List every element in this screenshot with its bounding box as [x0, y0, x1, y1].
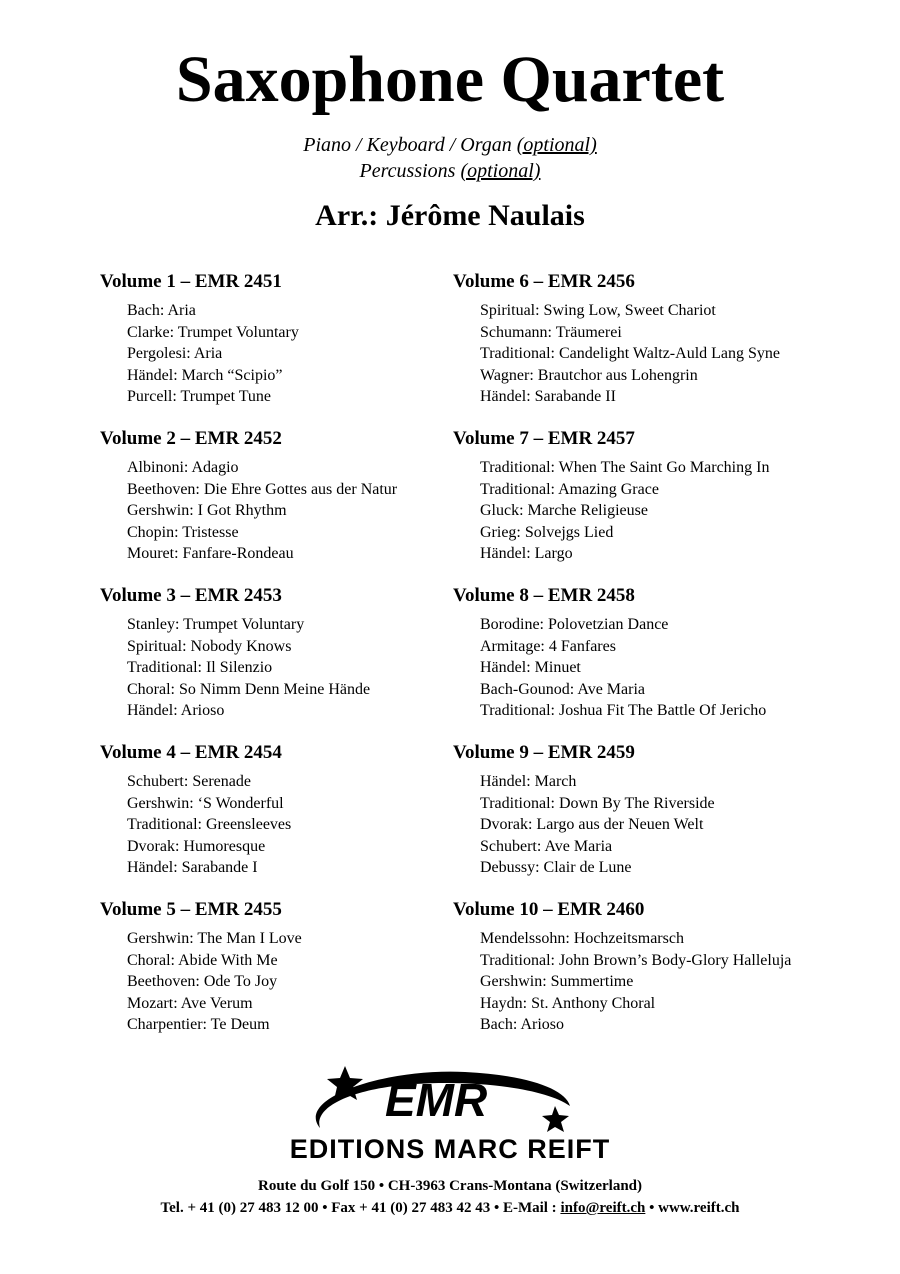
track-item: Choral: Abide With Me: [127, 951, 278, 969]
track-item: Händel: Sarabande II: [480, 388, 616, 405]
volume-heading: Volume 7 – EMR 2457: [453, 428, 635, 449]
volume-heading: Volume 10 – EMR 2460: [453, 899, 645, 920]
track-item: Händel: March: [480, 773, 577, 790]
volume-block: [453, 739, 873, 896]
track-item: Traditional: Greensleeves: [127, 816, 292, 833]
track-item: Purcell: Trumpet Tune: [127, 388, 272, 405]
track-item: Bach-Gounod: Ave Maria: [480, 680, 645, 698]
optional-note: (optional): [460, 160, 541, 182]
track-list: [453, 457, 873, 565]
publisher-address: Route du Golf 150 • CH-3963 Crans-Montana (Switzerland): [258, 1178, 642, 1194]
track-item: Dvorak: Humoresque: [127, 837, 266, 855]
track-item: Stanley: Trumpet Voluntary: [127, 616, 305, 633]
track-item: Mendelssohn: Hochzeitsmarsch: [480, 930, 684, 947]
publisher-name: EDITIONS MARC REIFT: [289, 1134, 611, 1164]
track-item: Charpentier: Te Deum: [127, 1016, 270, 1033]
publisher-contact: [0, 1198, 900, 1218]
track-item: Bach: Arioso: [480, 1016, 564, 1033]
volume-heading: Volume 4 – EMR 2454: [100, 742, 282, 763]
volume-heading: Volume 6 – EMR 2456: [453, 271, 635, 292]
track-item: Schubert: Serenade: [127, 773, 251, 790]
track-item: Händel: Arioso: [127, 702, 225, 719]
track-item: Traditional: Il Silenzio: [127, 659, 273, 676]
track-item: Clarke: Trumpet Voluntary: [127, 323, 299, 341]
track-item: Gershwin: ‘S Wonderful: [127, 794, 284, 812]
track-item: Borodine: Polovetzian Dance: [480, 616, 669, 633]
track-item: Mozart: Ave Verum: [127, 994, 253, 1012]
track-item: Beethoven: Ode To Joy: [127, 973, 278, 990]
volume-heading: Volume 1 – EMR 2451: [100, 271, 282, 292]
instrumentation-line-2: [0, 158, 900, 184]
track-list: [453, 614, 873, 722]
volume-block: [453, 268, 873, 425]
instrumentation-main: Percussions: [359, 160, 461, 182]
website-link[interactable]: • www.reift.ch: [645, 1200, 740, 1216]
track-item: Traditional: Down By The Riverside: [480, 794, 715, 812]
logo-emr-text: EMR: [385, 1074, 488, 1126]
track-item: Gershwin: Summertime: [480, 973, 634, 990]
track-item: Debussy: Clair de Lune: [480, 859, 632, 876]
track-item: Händel: Sarabande I: [127, 859, 258, 876]
instrumentation-main: Piano / Keyboard / Organ: [303, 134, 517, 156]
track-item: Traditional: Amazing Grace: [480, 480, 659, 498]
track-item: Schubert: Ave Maria: [480, 837, 613, 855]
track-item: Gershwin: The Man I Love: [127, 930, 302, 947]
track-item: Choral: So Nimm Denn Meine Hände: [127, 680, 371, 698]
volume-column-right: [453, 268, 873, 1053]
track-item: Albinoni: Adagio: [127, 459, 239, 476]
track-item: Haydn: St. Anthony Choral: [480, 994, 656, 1012]
track-item: Händel: Largo: [480, 545, 573, 562]
track-item: Händel: March “Scipio”: [127, 366, 283, 384]
track-list: [453, 928, 873, 1036]
track-item: Spiritual: Swing Low, Sweet Chariot: [480, 302, 716, 319]
volume-heading: Volume 9 – EMR 2459: [453, 742, 635, 763]
instrumentation-line-1: [0, 132, 900, 158]
volume-heading: Volume 8 – EMR 2458: [453, 585, 635, 606]
track-item: Armitage: 4 Fanfares: [480, 637, 616, 655]
track-item: Gershwin: I Got Rhythm: [127, 502, 287, 519]
track-item: Gluck: Marche Religieuse: [480, 502, 648, 519]
emr-publisher-logo: [225, 1058, 675, 1168]
optional-note: (optional): [516, 134, 597, 156]
track-item: Traditional: John Brown’s Body-Glory Halleluja: [480, 951, 792, 969]
track-item: Mouret: Fanfare-Rondeau: [127, 545, 294, 562]
track-item: Traditional: Joshua Fit The Battle Of Jericho: [480, 702, 767, 719]
track-item: Dvorak: Largo aus der Neuen Welt: [480, 816, 704, 833]
track-item: Schumann: Träumerei: [480, 323, 622, 341]
track-item: Chopin: Tristesse: [127, 523, 239, 541]
track-item: Grieg: Solvejgs Lied: [480, 523, 614, 541]
track-list: [453, 300, 873, 408]
volume-heading: Volume 2 – EMR 2452: [100, 428, 282, 449]
arranger: Arr.: Jérôme Naulais: [315, 199, 585, 232]
volume-heading: Volume 3 – EMR 2453: [100, 585, 282, 606]
volume-heading: Volume 5 – EMR 2455: [100, 899, 282, 920]
track-item: Spiritual: Nobody Knows: [127, 637, 292, 655]
track-item: Bach: Aria: [127, 302, 196, 319]
phone-fax: Tel. + 41 (0) 27 483 12 00 • Fax + 41 (0) 27 483 42 43 • E-Mail :: [160, 1200, 561, 1216]
volume-block: [453, 425, 873, 582]
track-item: Wagner: Brautchor aus Lohengrin: [480, 366, 698, 384]
track-item: Händel: Minuet: [480, 659, 581, 676]
track-item: Pergolesi: Aria: [127, 345, 223, 362]
track-item: Beethoven: Die Ehre Gottes aus der Natur: [127, 480, 398, 498]
page-title: Saxophone Quartet: [175, 43, 725, 116]
volume-block: [453, 896, 873, 1053]
volume-block: [453, 582, 873, 739]
track-item: Traditional: Candelight Waltz-Auld Lang Syne: [480, 345, 781, 362]
track-item: Traditional: When The Saint Go Marching In: [480, 459, 770, 476]
track-list: [453, 771, 873, 879]
email-link[interactable]: info@reift.ch: [560, 1200, 646, 1216]
